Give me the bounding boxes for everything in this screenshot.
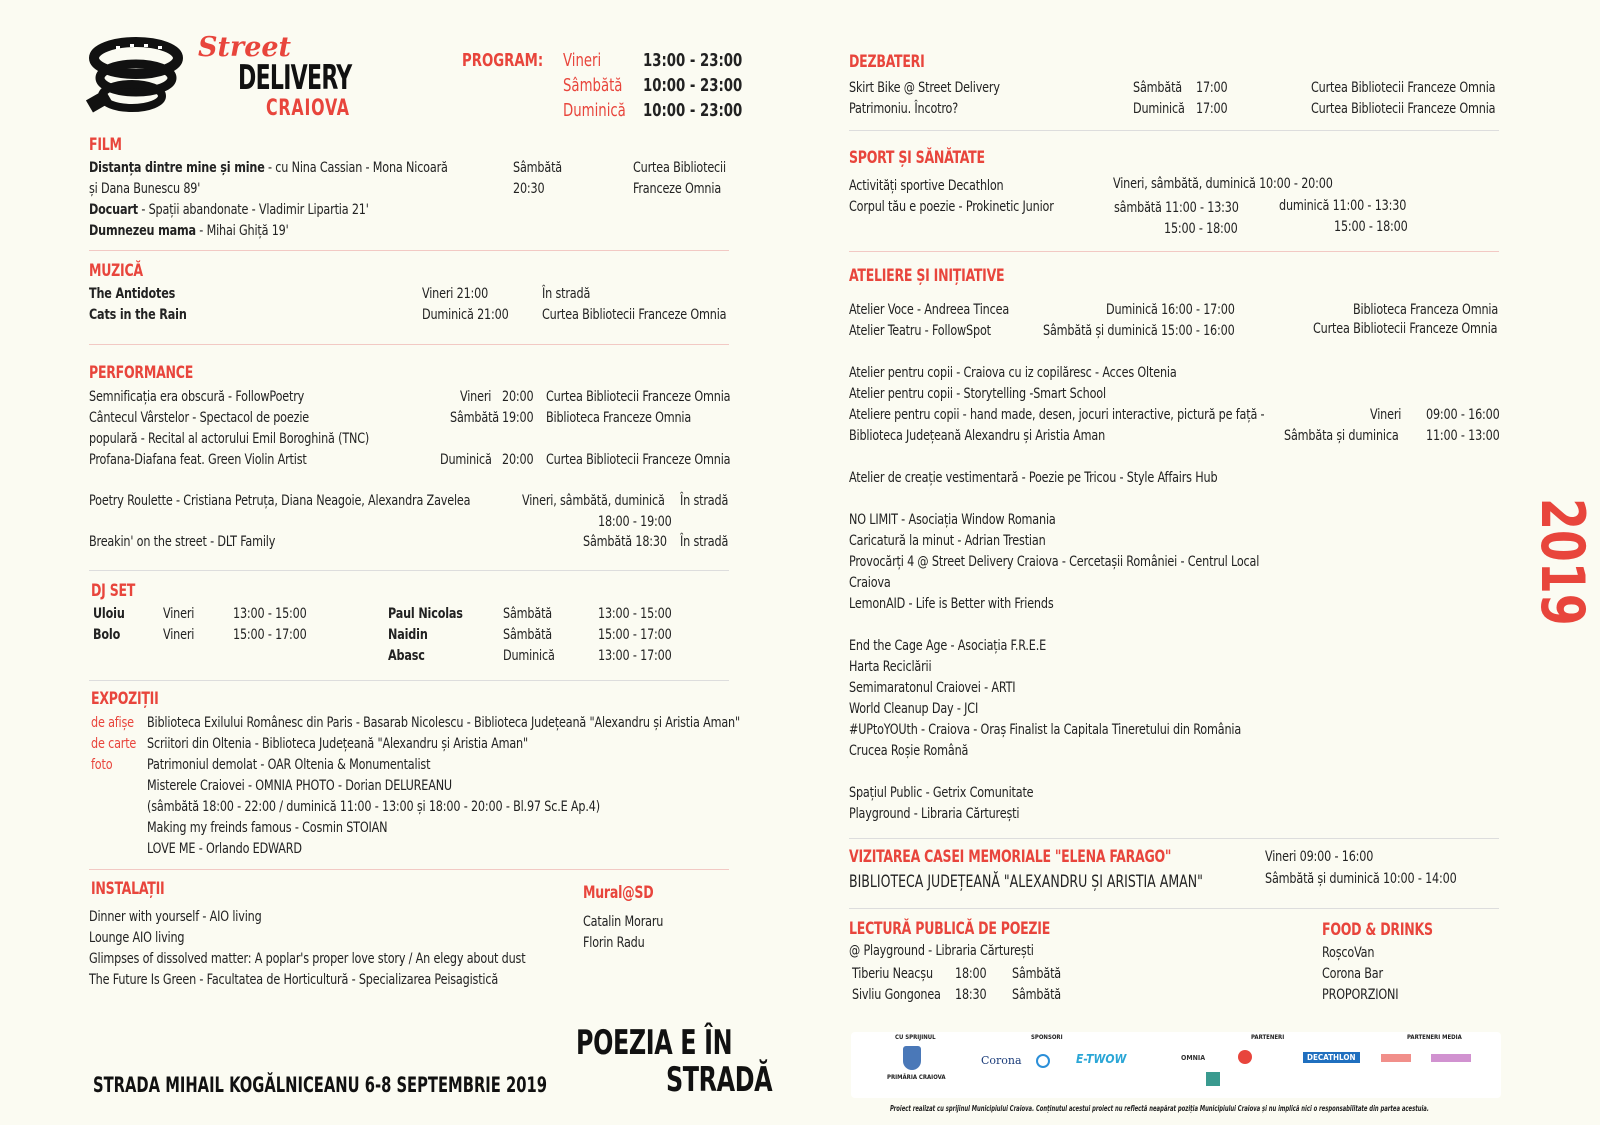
sponsor-ring-icon <box>1036 1054 1050 1068</box>
film-line-1 <box>89 158 448 179</box>
logo-city: CRAIOVA <box>266 96 350 121</box>
sponsors-strip <box>851 1032 1501 1098</box>
lectura-day-2: Sâmbătă <box>1012 987 1061 1003</box>
film-line-3 <box>89 200 369 221</box>
dezbatere-place-1: Curtea Bibliotecii Franceze Omnia <box>1311 80 1496 96</box>
film-title-3: Docuart <box>89 202 138 218</box>
sport-row-2-sat1: sâmbătă 11:00 - 13:30 <box>1114 200 1239 216</box>
instalatie-2: Lounge AIO living <box>89 930 185 946</box>
atelier-group1-line-2: Atelier pentru copii - Storytelling -Smart School <box>849 386 1106 402</box>
address: STRADA MIHAIL KOGĂLNICEANU 6-8 SEPTEMBRIE 2019 <box>93 1073 547 1097</box>
atelier-group1-line-1: Atelier pentru copii - Craiova cu iz copilăresc - Acces Oltenia <box>849 365 1177 381</box>
corona-logo: Corona <box>981 1054 1022 1067</box>
poetry-roulette-time: 18:00 - 19:00 <box>598 514 672 530</box>
expo-text-7: LOVE ME - Orlando EDWARD <box>147 841 302 857</box>
performance-place-4: Curtea Bibliotecii Franceze Omnia <box>546 452 731 468</box>
sponsors-label-media: PARTENERI MEDIA <box>1407 1034 1462 1041</box>
dj-name-4: Naidin <box>388 627 428 643</box>
sport-row-2: Corpul tău e poezie - Prokinetic Junior <box>849 199 1054 215</box>
performance-time-1: 20:00 <box>502 389 534 405</box>
atelier-teatru-where: Curtea Bibliotecii Franceze Omnia <box>1313 321 1498 337</box>
program-label: PROGRAM: <box>462 50 544 71</box>
dezbatere-place-2: Curtea Bibliotecii Franceze Omnia <box>1311 101 1496 117</box>
atelier-group3-line-5: LemonAID - Life is Better with Friends <box>849 596 1054 612</box>
performance-text-4: Profana-Diafana feat. Green Violin Artist <box>89 452 307 468</box>
poetry-roulette: Poetry Roulette - Cristiana Petruța, Diana Neagoie, Alexandra Zavelea <box>89 493 471 509</box>
atelier-group1-day-1: Vineri <box>1370 407 1402 423</box>
dezbatere-day-2: Duminică <box>1133 101 1185 117</box>
lectura-name-1: Tiberiu Neacșu <box>852 966 933 982</box>
food-vendor-2: Corona Bar <box>1322 966 1383 982</box>
film-credit-2: și Dana Bunescu 89' <box>89 181 201 197</box>
film-credit-3: - Spații abandonate - Vladimir Lipartia 21' <box>137 202 369 218</box>
expo-text-4: Misterele Craiovei - OMNIA PHOTO - Dorian DELUREANU <box>147 778 452 794</box>
ateliere-heading: ATELIERE ȘI INIȚIATIVE <box>849 266 1005 286</box>
muzica-where-1: În stradă <box>542 286 591 302</box>
omnia-logo: OMNIA <box>1181 1054 1206 1062</box>
media-logo-icon <box>1381 1054 1411 1062</box>
sponsors-label-support: CU SPRIJINUL <box>895 1034 936 1041</box>
breakin-when: Sâmbătă 18:30 <box>583 534 667 550</box>
dj-name-3: Paul Nicolas <box>388 606 463 622</box>
film-credit-4: - Mihai Ghiță 19' <box>195 223 289 239</box>
performance-text-1: Semnificația era obscură - FollowPoetry <box>89 389 305 405</box>
program-hours-3: 10:00 - 23:00 <box>643 100 743 121</box>
atelier-voce-where: Biblioteca Franceza Omnia <box>1353 302 1499 318</box>
sport-heading: SPORT ȘI SĂNĂTATE <box>849 148 985 168</box>
dezbatere-time-2: 17:00 <box>1196 101 1228 117</box>
dezbatere-text-1: Skirt Bike @ Street Delivery <box>849 80 1000 96</box>
expo-text-6: Making my freinds famous - Cosmin STOIAN <box>147 820 388 836</box>
lectura-name-2: Sivliu Gongonea <box>852 987 941 1003</box>
mural-artist-2: Florin Radu <box>583 935 645 951</box>
atelier-group5-line-1: Spațiul Public - Getrix Comunitate <box>849 785 1034 801</box>
dj-day-1: Vineri <box>163 606 195 622</box>
year: 2019 <box>1527 498 1597 626</box>
lectura-day-1: Sâmbătă <box>1012 966 1061 982</box>
dj-name-5: Abasc <box>388 648 425 664</box>
atelier-group3-line-2: Caricatură la minut - Adrian Trestian <box>849 533 1046 549</box>
dj-name-1: Uloiu <box>93 606 125 622</box>
muzica-when-2: Duminică 21:00 <box>422 307 509 323</box>
atelier-voce: Atelier Voce - Andreea Tincea <box>849 302 1010 318</box>
expo-tag-3: foto <box>91 757 113 773</box>
decathlon-logo: DECATHLON <box>1303 1052 1360 1063</box>
performance-day-1: Vineri <box>460 389 492 405</box>
primaria-crest-icon <box>903 1046 921 1070</box>
atelier-group2-line-1: Atelier de creație vestimentară - Poezie pe Tricou - Style Affairs Hub <box>849 470 1218 486</box>
film-day: Sâmbătă <box>513 160 562 176</box>
program-day-1: Vineri <box>563 50 602 71</box>
film-reel-icon <box>86 36 186 120</box>
performance-heading: PERFORMANCE <box>89 363 194 383</box>
food-heading: FOOD & DRINKS <box>1322 920 1433 940</box>
film-title-4: Dumnezeu mama <box>89 223 196 239</box>
disclaimer: Proiect realizat cu sprijinul Municipiului Craiova. Conținutul acestui proiect nu reflectă neapărat poziția Municipiului Craiova și nu implică nici o responsabilitate din partea acestuia. <box>890 1104 1429 1113</box>
expo-tag-2: de carte <box>91 736 137 752</box>
atelier-group1-time-1: 09:00 - 16:00 <box>1426 407 1500 423</box>
lectura-time-1: 18:00 <box>955 966 987 982</box>
mural-heading: Mural@SD <box>583 883 654 903</box>
expo-text-2: Scriitori din Oltenia - Biblioteca Județeană "Alexandru și Aristia Aman" <box>147 736 528 752</box>
performance-text-3: populară - Recital al actorului Emil Boroghină (TNC) <box>89 431 370 447</box>
media-logo-icon <box>1431 1054 1471 1062</box>
sponsors-label-sponsors: SPONSORI <box>1031 1034 1063 1041</box>
dezbateri-heading: DEZBATERI <box>849 52 925 72</box>
sport-row-1: Activități sportive Decathlon <box>849 178 1004 194</box>
film-title-1: Distanța dintre mine și mine <box>89 160 265 176</box>
divider <box>849 908 1499 909</box>
food-vendor-3: PROPORZIONI <box>1322 987 1399 1003</box>
partner-a-icon <box>1238 1050 1252 1064</box>
film-time: 20:30 <box>513 181 545 197</box>
atelier-teatru-when: Sâmbătă și duminică 15:00 - 16:00 <box>1043 323 1235 339</box>
film-line-2 <box>89 179 200 200</box>
vizitarea-when-2: Sâmbătă și duminică 10:00 - 14:00 <box>1265 871 1457 887</box>
muzica-name-2: Cats in the Rain <box>89 307 187 323</box>
atelier-teatru: Atelier Teatru - FollowSpot <box>849 323 991 339</box>
instalatie-1: Dinner with yourself - AIO living <box>89 909 262 925</box>
film-line-4 <box>89 221 289 242</box>
lectura-sub: @ Playground - Libraria Cărturești <box>849 943 1034 959</box>
etwow-logo: E-TWOW <box>1076 1052 1127 1066</box>
atelier-group3-line-3: Provocărți 4 @ Street Delivery Craiova - Cercetașii României - Centrul Local <box>849 554 1260 570</box>
atelier-group4-line-3: Semimaratonul Craiovei - ARTI <box>849 680 1016 696</box>
dj-time-2: 15:00 - 17:00 <box>233 627 307 643</box>
muzica-where-2: Curtea Bibliotecii Franceze Omnia <box>542 307 727 323</box>
poezia-line-2: STRADĂ <box>666 1060 773 1100</box>
divider <box>89 344 729 345</box>
divider <box>89 680 729 681</box>
atelier-group4-line-5: #UPtoYOUth - Craiova - Oraș Finalist la Capitala Tineretului din România <box>849 722 1242 738</box>
performance-place-2: Biblioteca Franceze Omnia <box>546 410 692 426</box>
dj-day-5: Duminică <box>503 648 555 664</box>
breakin-where: În stradă <box>680 534 729 550</box>
dj-time-4: 15:00 - 17:00 <box>598 627 672 643</box>
djset-heading: DJ SET <box>91 581 136 601</box>
poezia-line-1: POEZIA E ÎN <box>576 1023 733 1063</box>
sport-row-2-sun2: 15:00 - 18:00 <box>1334 219 1408 235</box>
atelier-group3-line-4: Craiova <box>849 575 891 591</box>
film-heading: FILM <box>89 135 122 155</box>
dj-time-3: 13:00 - 15:00 <box>598 606 672 622</box>
program-day-3: Duminică <box>563 100 626 121</box>
instalatii-heading: INSTALAȚII <box>91 879 165 899</box>
dj-time-1: 13:00 - 15:00 <box>233 606 307 622</box>
divider <box>849 130 1499 131</box>
performance-day-4: Duminică <box>440 452 492 468</box>
performance-text-2: Cântecul Vârstelor - Spectacol de poezie <box>89 410 309 426</box>
logo <box>86 34 376 124</box>
muzica-name-1: The Antidotes <box>89 286 176 302</box>
dj-time-5: 13:00 - 17:00 <box>598 648 672 664</box>
logo-delivery: DELIVERY <box>238 58 352 98</box>
lectura-heading: LECTURĂ PUBLICĂ DE POEZIE <box>849 919 1051 939</box>
instalatie-3: Glimpses of dissolved matter: A poplar's proper love story / An elegy about dust <box>89 951 526 967</box>
vizitarea-heading: VIZITAREA CASEI MEMORIALE "ELENA FARAGO" <box>849 847 1172 867</box>
muzica-when-1: Vineri 21:00 <box>422 286 489 302</box>
atelier-voce-when: Duminică 16:00 - 17:00 <box>1106 302 1235 318</box>
dj-day-2: Vineri <box>163 627 195 643</box>
food-vendor-1: RoșcoVan <box>1322 945 1375 961</box>
expo-text-5: (sâmbătă 18:00 - 22:00 / duminică 11:00 - 13:00 și 18:00 - 20:00 - Bl.97 Sc.E Ap.4) <box>147 799 600 815</box>
dj-name-2: Bolo <box>93 627 121 643</box>
partner-m-icon <box>1206 1072 1220 1086</box>
divider <box>89 250 729 251</box>
breakin: Breakin' on the street - DLT Family <box>89 534 276 550</box>
performance-day-2: Sâmbătă <box>450 410 499 426</box>
divider <box>89 570 729 571</box>
primaria-label: PRIMĂRIA CRAIOVA <box>887 1074 946 1081</box>
divider <box>89 869 729 870</box>
film-place-1: Curtea Bibliotecii <box>633 160 726 176</box>
sport-row-2-sun1: duminică 11:00 - 13:30 <box>1279 198 1407 214</box>
expo-text-1: Biblioteca Exilului Românesc din Paris - Basarab Nicolescu - Biblioteca Județeană "Alexandru și Aristia Aman" <box>147 715 740 731</box>
atelier-group1-line-3: Ateliere pentru copii - hand made, desen, jocuri interactive, pictură pe față - <box>849 407 1265 423</box>
instalatie-4: The Future Is Green - Facultatea de Horticultură - Specializarea Peisagistică <box>89 972 499 988</box>
vizitarea-when-1: Vineri 09:00 - 16:00 <box>1265 849 1374 865</box>
atelier-group3-line-1: NO LIMIT - Asociația Window Romania <box>849 512 1056 528</box>
dj-day-4: Sâmbătă <box>503 627 552 643</box>
vizitarea-sub: BIBLIOTECA JUDEȚEANĂ "ALEXANDRU ȘI ARISTIA AMAN" <box>849 872 1203 892</box>
logo-street: Street <box>198 32 292 63</box>
program-day-2: Sâmbătă <box>563 75 623 96</box>
dezbatere-time-1: 17:00 <box>1196 80 1228 96</box>
atelier-group4-line-4: World Cleanup Day - JCI <box>849 701 979 717</box>
atelier-group4-line-6: Crucea Roșie Română <box>849 743 969 759</box>
atelier-group4-line-2: Harta Reciclării <box>849 659 932 675</box>
program-hours-1: 13:00 - 23:00 <box>643 50 743 71</box>
performance-place-1: Curtea Bibliotecii Franceze Omnia <box>546 389 731 405</box>
atelier-group1-time-2: 11:00 - 13:00 <box>1426 428 1500 444</box>
mural-artist-1: Catalin Moraru <box>583 914 664 930</box>
atelier-group4-line-1: End the Cage Age - Asociația F.R.E.E <box>849 638 1046 654</box>
dezbatere-text-2: Patrimoniu. Încotro? <box>849 101 959 117</box>
lectura-time-2: 18:30 <box>955 987 987 1003</box>
performance-time-2: 19:00 <box>502 410 534 426</box>
divider <box>849 251 1499 252</box>
sponsors-label-partners: PARTENERI <box>1251 1034 1285 1041</box>
atelier-group5-line-2: Playground - Libraria Cărturești <box>849 806 1020 822</box>
sport-row-2-sat2: 15:00 - 18:00 <box>1164 221 1238 237</box>
expozitii-heading: EXPOZIȚII <box>91 689 159 709</box>
atelier-group1-line-4: Biblioteca Județeană Alexandru și Aristia Aman <box>849 428 1106 444</box>
divider <box>849 838 1499 839</box>
expo-tag-1: de afișe <box>91 715 134 731</box>
performance-time-4: 20:00 <box>502 452 534 468</box>
poetry-roulette-when: Vineri, sâmbătă, duminică <box>522 493 665 509</box>
dezbatere-day-1: Sâmbătă <box>1133 80 1182 96</box>
sport-row-1-when: Vineri, sâmbătă, duminică 10:00 - 20:00 <box>1113 176 1333 192</box>
expo-text-3: Patrimoniul demolat - OAR Oltenia & Monumentalist <box>147 757 431 773</box>
film-place-2: Franceze Omnia <box>633 181 722 197</box>
muzica-heading: MUZICĂ <box>89 261 143 281</box>
dj-day-3: Sâmbătă <box>503 606 552 622</box>
atelier-group1-day-2: Sâmbăta și duminica <box>1284 428 1399 444</box>
poetry-roulette-where: În stradă <box>680 493 729 509</box>
program-hours-2: 10:00 - 23:00 <box>643 75 743 96</box>
film-credit-1: - cu Nina Cassian - Mona Nicoară <box>264 160 448 176</box>
